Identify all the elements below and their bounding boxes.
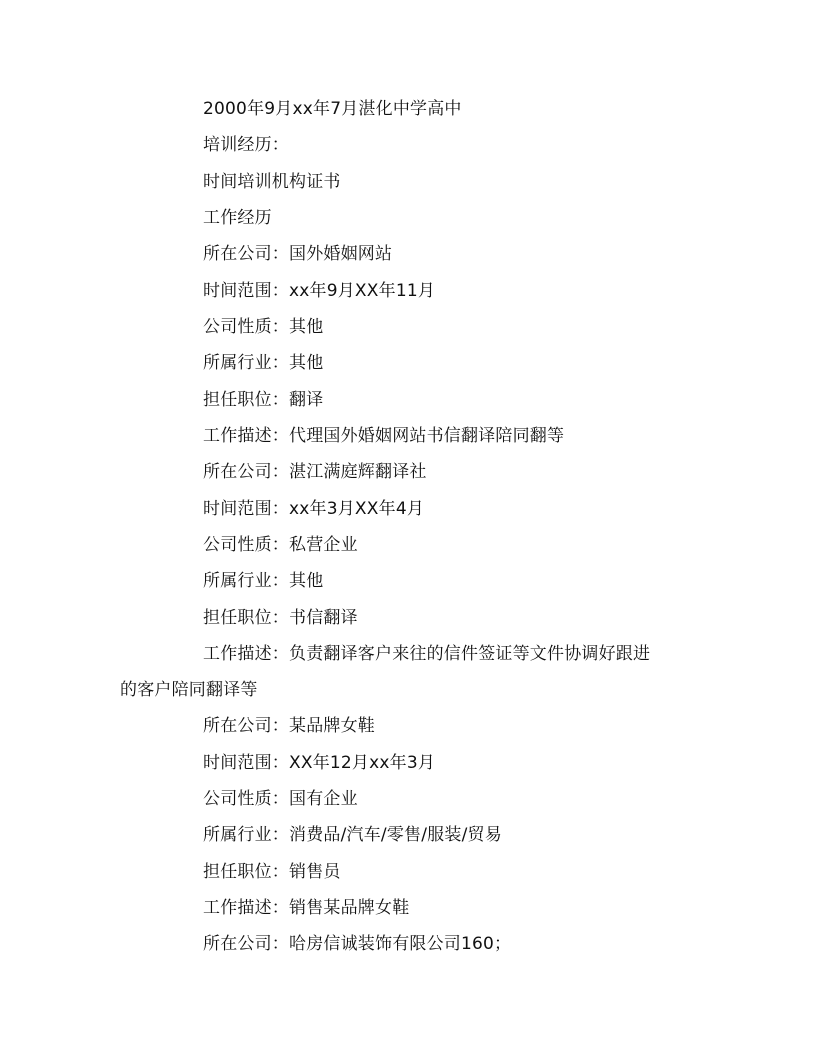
company-1-position: 担任职位：翻译	[203, 390, 324, 410]
company-2-name: 所在公司：湛江满庭辉翻译社	[203, 462, 427, 482]
company-3-position: 担任职位：销售员	[203, 862, 341, 882]
company-2-description-continued: 的客户陪同翻译等	[120, 680, 258, 700]
company-2-position: 担任职位：书信翻译	[203, 608, 358, 628]
education-entry: 2000年9月xx年7月湛化中学高中	[203, 99, 462, 119]
company-3-type: 公司性质：国有企业	[203, 789, 358, 809]
company-2-type: 公司性质：私营企业	[203, 535, 358, 555]
company-1-description: 工作描述：代理国外婚姻网站书信翻译陪同翻等	[203, 426, 565, 446]
company-3-name: 所在公司：某品牌女鞋	[203, 716, 375, 736]
company-1-period: 时间范围：xx年9月XX年11月	[203, 281, 436, 301]
company-2-period: 时间范围：xx年3月XX年4月	[203, 499, 425, 519]
training-heading: 培训经历：	[203, 135, 289, 155]
company-2-description: 工作描述：负责翻译客户来往的信件签证等文件协调好跟进	[203, 644, 651, 664]
company-3-industry: 所属行业：消费品/汽车/零售/服装/贸易	[203, 825, 502, 845]
company-4-name: 所在公司：哈房信诚装饰有限公司160；	[203, 934, 512, 954]
work-history-heading: 工作经历	[203, 208, 272, 228]
training-columns: 时间培训机构证书	[203, 172, 341, 192]
company-3-description: 工作描述：销售某品牌女鞋	[203, 898, 410, 918]
company-2-industry: 所属行业：其他	[203, 571, 324, 591]
company-1-name: 所在公司：国外婚姻网站	[203, 244, 393, 264]
company-1-industry: 所属行业：其他	[203, 353, 324, 373]
company-1-type: 公司性质：其他	[203, 317, 324, 337]
company-3-period: 时间范围：XX年12月xx年3月	[203, 753, 436, 773]
